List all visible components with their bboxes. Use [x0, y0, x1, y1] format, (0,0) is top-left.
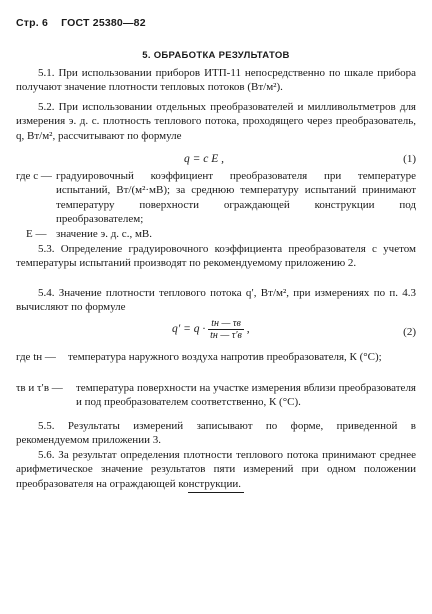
formula-2-tail: ,: [246, 323, 250, 336]
formula-1: q = c E ,: [184, 153, 225, 165]
variable-c-definition: градуировочный коэффициент преобразователя при температуре испытаний, Вт/(м²·мВ); за среднюю температуру испытаний принимают температуру поверхности ограждающей конструкции под преобразователем;: [56, 170, 416, 225]
paragraph-5-3: 5.3. Определение градуировочного коэффициента преобразователя с учетом температуры испытаний производят по рекомендуемому приложению 2.: [16, 243, 416, 270]
end-rule: [188, 492, 244, 493]
formula-2-fraction: [208, 318, 244, 341]
page-header: [16, 17, 156, 29]
variable-tau-label: τв и τ′в —: [16, 382, 63, 394]
standard-code: ГОСТ 25380—82: [61, 17, 146, 29]
formula-2-denominator: tн — τ′в: [210, 330, 242, 341]
paragraph-5-1: 5.1. При использовании приборов ИТП-11 непосредственно по шкале прибора получают значение плотности тепловых потоков (Вт/м²).: [16, 67, 416, 94]
where-block-1-e: [16, 227, 416, 242]
variable-c-label: где c —: [16, 170, 52, 182]
where-block-2-t: [16, 350, 416, 380]
formula-2: [172, 318, 250, 341]
page-number: Стр. 6: [16, 17, 49, 29]
equation-number-2: (2): [403, 326, 416, 338]
formula-2-numerator: tн — τв: [208, 318, 244, 330]
variable-e-label: E —: [26, 228, 47, 240]
equation-number-1: (1): [403, 153, 416, 165]
where-block-1: [16, 169, 416, 227]
variable-t-label: где tн —: [16, 351, 56, 363]
paragraph-5-2: 5.2. При использовании отдельных преобразователей и милливольтметров для измерения э. д. с. плотность теплового потока, проходящего через преобразователь, q, Вт/м², рассчитывают по формуле: [16, 101, 416, 142]
paragraph-5-4: 5.4. Значение плотности теплового потока q′, Вт/м², при измерениях по п. 4.3 вычисляют по формуле: [16, 287, 416, 314]
section-title: 5. ОБРАБОТКА РЕЗУЛЬТАТОВ: [142, 50, 290, 61]
paragraph-5-5: 5.5. Результаты измерений записывают по форме, приведенной в рекомендуемом приложении 3.: [16, 420, 416, 447]
variable-tau-definition: температура поверхности на участке измерения вблизи преобразователя и под преобразователем соответственно, К (°С).: [76, 382, 416, 409]
formula-2-lhs: q′ = q ·: [172, 323, 206, 336]
paragraph-5-6: 5.6. За результат определения плотности теплового потока принимают среднее арифметическое значение результатов пяти измерений при одном положении преобразователя на ограждающей конструкции.: [16, 449, 416, 490]
variable-t-definition: температура наружного воздуха напротив преобразователя, К (°С);: [68, 351, 382, 363]
variable-e-definition: значение э. д. с., мВ.: [56, 228, 152, 240]
